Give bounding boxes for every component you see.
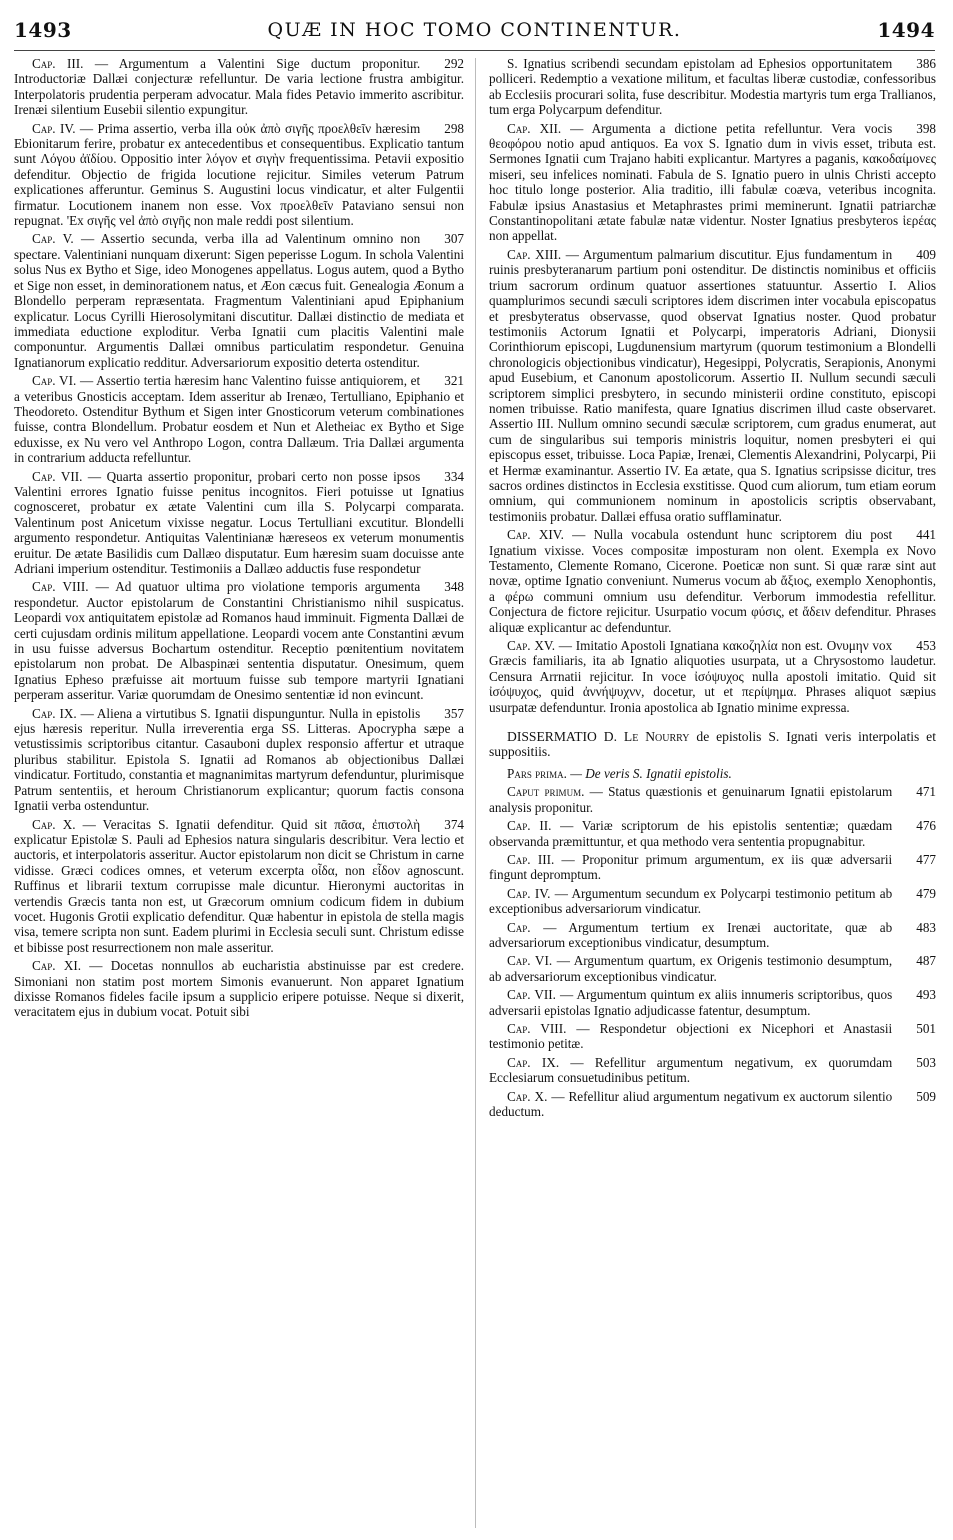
toc-entry [14, 579, 464, 702]
entry-text: — Veracitas S. Ignatii defenditur. Quid sit πᾶσα, ἐπιστολὴ explicatur Epistolæ S. Pauli ad Ephesios natura singularis describitur. Vera lectio et auctoris, et interpolatoris asseritur. Auctor epistolarum non dicit se Christum in carne vidisse. Græci codices omnes, et veterum excerpta οἶδα, non εἶδον agnoscunt. Ruffinus et librarii textum corrupisse male dicuntur. Hieronymi auctoritas in vertendis Græcis tanta non est, ut Græcorum omnium codicum fidem in dubium vocet. Hugonis Grotii explicatio defenditur. Quæ habentur in epistola de stella magis visa, temere scripta non sunt. Eadem plurimi in Ecclesia seculi sunt. Christum edisse et bibisse post resurrectionem non male asseritur. [14, 816, 464, 955]
toc-entry [14, 56, 464, 118]
pars-title: — De veris S. Ignatii epistolis. [566, 765, 732, 781]
entry-text: — Nulla vocabula ostendunt hunc scriptorem diu post Ignatium vixisse. Voces compositæ imposturam non olent. Exempla ex Novo Testamento, Clemente Romano, Cicerone. Poeticæ non sunt. Si quæ raræ sint aut novæ, optime Ignatio conveniunt. Numerus vocum ab ἄξιος, exemplo Xenophontis, a φέρω communi omnium usu defenditur. Verborum immodestia refellitur. Conjectura de fictore rejicitur. Usurpatio vocum φύσις, et ἄδειν defenditur. Phrases aliquæ explicantur ac defenduntur. [489, 527, 936, 635]
entry-text: — Respondetur objectioni ex Nicephori et Anastasii testimonio petitæ. [489, 1020, 893, 1052]
entry-page-number: 501 [916, 1020, 936, 1036]
entry-text: — Refellitur aliud argumentum negativum ex auctorum silentio deductum. [489, 1088, 893, 1119]
page-header [14, 18, 935, 48]
toc-entry [14, 469, 464, 577]
right-column-entries [489, 56, 936, 715]
entry-page-number: 509 [916, 1088, 936, 1104]
left-column [14, 56, 464, 1534]
chapter-label: Cap. II. [507, 818, 552, 834]
chapter-label: Cap. III. [32, 56, 84, 71]
entry-text: — Prima assertio, verba illa οὐκ ἀπὸ σιγῆς προελθεῖν hæresim Ebionitarum ferire, probatur ex antecedentibus et consequentibus. Explicatio tantum sunt Λόγου ἀϊδίου. Oppositio inter λόγον et σιγὴν frequentissima. Petavii expositio defenditur. Objectio de frigida locutione rejicitur. Similes veterum Patrum explicationes afferuntur. Geminus S. Augustini locus vindicatur, et alter Fulgentii firmatur. Locutionem inanem non esse. Vox προελθεῖν Pataviano sensui non repugnat. 'Ex σιγῆς vel ἀπὸ σιγῆς non male reddi post silentium. [14, 120, 464, 229]
pars-heading [489, 766, 936, 781]
entry-page-number: 483 [916, 919, 936, 935]
entry-text: — Aliena a virtutibus S. Ignatii dispunguntur. Nulla in epistolis ejus hæresis reperitur. Nulla irreverentia erga SS. Litteras. Apocrypha sæpe a vetustissimis scriptoribus citantur. Casauboni duplex responsio affertur et utraque pluribus stabilitur. Epistola S. Ignatii ad Romanos ab objectionibus Dallæi vindicatur. Fortitudo, constantia et magnanimitas martyrum defenduntur, plurimisque Patrum sententiis, et heroum Christianorum explicantur; quorum factis consona Ignatii verba ostenduntur. [14, 705, 464, 814]
entry-text: — Ad quatuor ultima pro violatione temporis argumenta respondetur. Auctor epistolarum de Constantini Christianismo nihil suspicatus. Leopardi vox antiquitatem epistolæ ad Romanos haud imminuit. Figmenta Dallæi de certi cujusdam ordinis militum appellatione. Leopardi vocem ante Constantini ævum in usu fuisse adversus Bochartum ostenditur. Receptio pœnitentium novitatem epistolarum non probat. De Albaspinæi sententia disputatur. Onesimum, quem Ignatius Epheso præfuisse ait mortuum fuisse sub tempore martyrii Ignatiani perperam asseritur. Variæ quorumdam de Onesimo sententiæ id non evincunt. [14, 579, 464, 703]
entry-page-number: 321 [444, 373, 464, 389]
toc-entry [489, 1089, 936, 1120]
chapter-label: Cap. IV. [32, 120, 76, 136]
pars-label: Pars prima. [507, 765, 567, 781]
entry-text: — Argumentum quintum ex aliis innumeris scriptoribus, quos adversarii epistolas Ignatio adjudicasse fatentur, desumptum. [489, 987, 893, 1018]
chapter-label: Cap. XIV. [507, 527, 564, 543]
pars-entries [489, 784, 936, 1119]
entry-text: — Assertio tertia hæresim hanc Valentino fuisse antiquiorem, et a veteribus Gnosticis acceptam. Idem asseritur ab Irenæo, Tertulliano, Epiphanio et Theodoreto. Ostenditur Bythum et Sigen inter Gnosticorum veterum combinationes fuisse, contra Blondellum. Probatur eosdem et Nun et Aletheiac ex Bytho et Sige eduxisse, ex Nu vero vel Anthropo Logon, contra Dallæum. Tria Dallæi argumenta in contrarium adducta refelluntur. [14, 373, 464, 466]
toc-entry [489, 784, 936, 815]
entry-text: — Assertio secunda, verba illa ad Valentinum omnino non spectare. Valentiniani nunquam dixerunt: Sigen peperisse Logum. In schola Valentini solus Nus ex Bytho et Sige, ideo Monogenes appellatus. Logus autem, quod a Bytho et Sige non esset, in deminorationem natus, et Æon cæcus fuit. Genealogia Æonum a Blondello perperam repræsentata. Fragmentum Valentiniani apud Epiphanium explicatur. Locus Cyrilli Hierosolymitani discutitur. Dallæi distinctio de mediata et immediata eductione exploditur. Verba Ignatii cum placitis Valentini male componuntur. Argumentis Dallæi omnibus particulatim respondetur. Genuina Ignatianorum explicatio redditur. Adversariorum expositio deterta ostenditur. [14, 231, 464, 370]
toc-entry [489, 56, 936, 118]
entry-page-number: 479 [916, 885, 936, 901]
entry-text: — Refellitur argumentum negativum, ex quorumdam Ecclesiarum consuetudinibus petitum. [489, 1054, 893, 1086]
dissertation-heading [489, 729, 936, 760]
entry-text: — Docetas nonnullos ab eucharistia abstinuisse par est credere. Simoniani non statim post mortem Simonis evanuerunt. Non apparet Ignatium dixisse Romanos fideles facile ipsum a supplicio eripere potuisse. Neque si dixerit, veracitatem ejus in dubium vocat. Potuit sibi [14, 958, 464, 1020]
entry-page-number: 292 [444, 56, 464, 71]
toc-entry [14, 373, 464, 465]
entry-text: — Argumentum tertium ex Irenæi auctoritate, quæ ab adversariorum exceptionibus vindicatur, desumptum. [489, 919, 893, 950]
chapter-label: Cap. XV. [507, 638, 556, 654]
toc-entry [489, 638, 936, 715]
entry-page-number: 409 [916, 246, 936, 262]
entry-text: — Imitatio Apostoli Ignatiana κακοζηλία non est. Ονυμην vox Græcis familiaris, ita ab Ignatio aliquoties usurpata, ut a Chrysostomo laudetur. Censura Arrnatii rejicitur. In voce ἰσόψυχος nulla apostoli imitatio. Quid sit ἰσόψυχος, quid ἀννήψυχνν, docetur, ut et περίψημα. Phrases aliquot sæpius usurpatæ defenduntur. Ironia apostolica ab Ignatio minime expressa. [489, 638, 936, 715]
entry-page-number: 357 [444, 705, 464, 721]
entry-page-number: 441 [916, 527, 936, 543]
toc-entry [489, 987, 936, 1018]
entry-text: S. Ignatius scribendi secundam epistolam ad Ephesios opportunitatem polliceri. Redemptio a vexatione militum, et facultas liberæ custodiæ, confessoribus ab Ecclesiis procurari solita, fuse describitur. Modestia martyris tum erga Trallianos, tum erga Polycarpum defenditur. [489, 56, 936, 118]
entry-page-number: 398 [916, 120, 936, 136]
chapter-label: Cap. V. [32, 231, 74, 247]
toc-entry [489, 953, 936, 984]
entry-page-number: 471 [916, 784, 936, 800]
entry-page-number: 298 [444, 120, 464, 136]
entry-page-number: 476 [916, 818, 936, 834]
entry-text: — Argumentum a Valentini Sige ductum proponitur. Introductoriæ Dallæi conjecturæ refelluntur. De varia lectione frustra ambigitur. Interpolatoris prudentia perperam advocatur. Mala fides Petavio immerito ascribitur. Irenæi silentium Eusebii silentio expungitur. [14, 56, 464, 118]
column-divider [475, 58, 476, 1528]
chapter-label: Cap. VIII. [507, 1020, 567, 1036]
entry-text: — Argumentum secundum ex Polycarpi testimonio petitum ab exceptionibus adversariorum vindicatur. [489, 885, 893, 917]
toc-entry [14, 231, 464, 370]
entry-page-number: 307 [444, 231, 464, 247]
chapter-label: Cap. IV. [507, 885, 551, 901]
toc-entry [489, 527, 936, 635]
dissertation-author: Le Nourry [623, 729, 690, 745]
toc-entry [489, 1021, 936, 1052]
toc-entry [489, 852, 936, 883]
toc-entry [489, 818, 936, 849]
entry-page-number: 477 [916, 851, 936, 867]
entry-text: — Status quæstionis et genuinarum Ignatii epistolarum analysis proponitur. [489, 784, 893, 815]
chapter-label: Cap. X. [507, 1088, 548, 1104]
left-page-number: 1493 [14, 18, 72, 42]
toc-entry [489, 920, 936, 951]
entry-text: — Argumentum quartum, ex Origenis testimonio desumptum, ab adversariorum exceptionibus vindicatur. [489, 953, 893, 984]
entry-text: — Variæ scriptorum de his epistolis sententiæ; quædam observanda præmittuntur, et qua methodo vera sententia propugnabitur. [489, 818, 893, 849]
chapter-label: Cap. VIII. [32, 579, 89, 595]
running-title: QUÆ IN HOC TOMO CONTINENTUR. [267, 19, 682, 41]
entry-text: — Argumentum palmarium discutitur. Ejus fundamentum in ruinis presbyteranarum partium poni ostenditur. De distinctis nominibus et officiis trium sacrorum ordinum quatuor assertiones statuuntur. Assertio I. Alios quamplurimos secundi sæculi scriptores idem discrimen inter vocabula episcopatus et presbyteratus observasse, quod observat Ignatius noster. Quod probatur testimoniis Actorum Ignatii et Polycarpi, imperatoris Adriani, Dionysii Corinthiorum episcopi, Lugdunensium martyrum (quorum testimonium a Blondelli chronologicis objectionibus vindicatur), Hegesippi, Polycratis, Serapionis, Anonymi apud Eusebium, et Canonum apostolicorum. Assertio II. Nullum secundi sæculi scriptorem simplici presbytero, in secundo ministerii ordine constituto, episcopi nomen tribuisse. Ratio manifesta, quare Ignatius discrimen illud caste observaret. Assertio III. Nullum omnino secundi sæculæ scriptorem, cum gradus enumerat, aut cum de singularibus sui temporis ministris loquitur, nomen presbyteri ei qui episcopus esset, tribuisse. Loca Papiæ, Irenæi, Clementis Alexandrini, Polycarpi, Pii et Hermæ examinantur. Assertio IV. Ea ætate, qua S. Ignatius scripsisse dicitur, tres sacros ordines distinctos in Ecclesia exstitisse. Quod cum aliorum, tum etiam eorum omnium, qui communionem nominum in apostolicis scriptis observabant, testimoniis probatur. Dallæi effusa oratio sufflaminatur. [489, 246, 936, 524]
chapter-label: Cap. IX. [32, 705, 77, 721]
entry-text: — Argumenta a dictione petita refelluntur. Vera vocis θεοφόρου notio apud antiquos. Ea vox S. Ignatio dum in vivis esset, tributa est. Sermones Ignatii cum Trajano habiti explicantur. Martyres a paganis, κακοδαίμονες miseri, seu infelices nominati. Fabula de S. Ignatio puero in ulnis Christi accepto hoc titulo longe posterior. Alia traditio, illi fabulæ coæva, veteribus incognita. Fabulæ ipsius Anastasius et Metaphrastes primi meminerunt. Ignatii patriarchæ Constantinopolitani ætate fabulæ natæ videntur. Noster Ignatius presbyteros ἱερέας non appellat. [489, 120, 936, 244]
toc-entry [489, 886, 936, 917]
dissertation-title: DISSERMATIO D. [507, 729, 617, 745]
entry-page-number: 374 [444, 816, 464, 832]
toc-entry [14, 706, 464, 814]
chapter-label: Cap. VII. [32, 468, 83, 484]
entry-page-number: 348 [444, 579, 464, 595]
chapter-label: Cap. III. [507, 851, 555, 867]
toc-entry [14, 121, 464, 229]
entry-page-number: 453 [916, 638, 936, 654]
chapter-label: Cap. VI. [507, 953, 553, 969]
header-rule [14, 50, 935, 51]
toc-entry [489, 1055, 936, 1086]
entry-text: — Proponitur primum argumentum, ex iis quæ adversarii fingunt depromptum. [489, 851, 893, 883]
entry-page-number: 493 [916, 987, 936, 1003]
chapter-label: Cap. XII. [507, 120, 562, 136]
entry-page-number: 487 [916, 953, 936, 969]
chapter-label: Cap. XI. [32, 958, 82, 974]
right-column [489, 56, 936, 1534]
chapter-label: Cap. XIII. [507, 246, 562, 262]
toc-entry [489, 121, 936, 244]
chapter-label: Cap. VII. [507, 987, 556, 1003]
entry-page-number: 503 [916, 1054, 936, 1070]
chapter-label: Cap. VI. [32, 373, 77, 389]
toc-entry [14, 817, 464, 956]
chapter-label: Caput primum. [507, 784, 585, 800]
chapter-label: Cap. IX. [507, 1054, 560, 1070]
toc-entry [489, 247, 936, 524]
entry-page-number: 334 [444, 468, 464, 484]
entry-text: — Quarta assertio proponitur, probari certo non posse ipsos Valentini errores Ignatio fuisse penitus incognitos. Fieri potuisse ut Ignatius cognosceret, probatur ex ætate Valentini cum illa S. Polycarpi comparata. Valentinum post Anicetum vixisse negatur. Locus Tertulliani excutitur. Blondelli argumento respondetur. Antiquitas Valentinianæ hæreseos ex veterum monumentis eruitur. De ætate Basilidis cum Dallæo disputatur. Eum hæresim suam docuisse ante Adriani imperium ostenditur. Testimoniis a Dallæo adductis fuse respondetur [14, 468, 464, 576]
right-page-number: 1494 [877, 18, 935, 42]
chapter-label: Cap. X. [32, 816, 76, 832]
dissertation-subtitle: de epistolis S. Ignati veris interpolatis et suppositiis. [489, 729, 936, 760]
entry-page-number: 386 [916, 56, 936, 71]
toc-entry [14, 958, 464, 1020]
chapter-label: Cap. [507, 919, 531, 935]
